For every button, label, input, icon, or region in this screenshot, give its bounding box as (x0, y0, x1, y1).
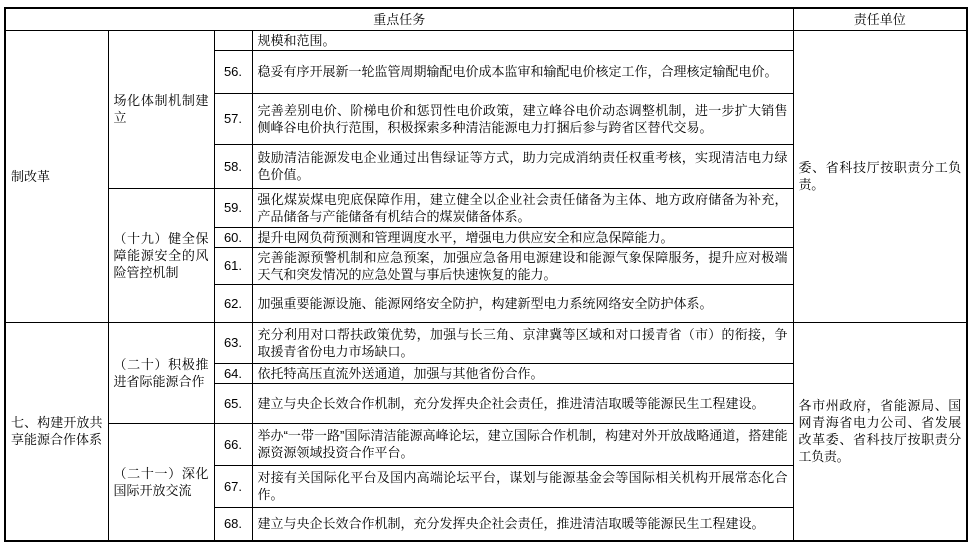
task-text: 鼓励清洁能源发电企业通过出售绿证等方式，助力完成消纳责任权重考核，实现清洁电力绿色价值。 (252, 144, 793, 188)
task-text: 对接有关国际化平台及国内高端论坛平台，谋划与能源基金会等国际相关机构开展常态化合作。 (252, 465, 793, 507)
task-text: 完善差别电价、阶梯电价和惩罚性电价政策，建立峰谷电价动态调整机制，进一步扩大销售侧峰谷电价执行范围，积极探索多种清洁能源电力打捆后参与跨省区替代交易。 (252, 93, 793, 144)
task-number: 63. (214, 322, 252, 363)
subcategory-cell-market-mechanism-continued: 场化体制机制建立 (108, 30, 214, 188)
responsibility-cell-lower: 各市州政府，省能源局、国网青海省电力公司、省发展改革委、省科技厅按职责分工负责。 (793, 322, 967, 541)
task-text: 依托特高压直流外送通道，加强与其他省份合作。 (252, 363, 793, 383)
task-number: 60. (214, 227, 252, 247)
task-text: 完善能源预警机制和应急预案，加强应急备用电源建设和能源气象保障服务，提升应对极端天气和突发情况的应急处置与事后快速恢复的能力。 (252, 247, 793, 284)
task-number (214, 30, 252, 50)
task-number: 66. (214, 423, 252, 465)
task-number: 64. (214, 363, 252, 383)
task-text: 加强重要能源设施、能源网络安全防护，构建新型电力系统网络安全防护体系。 (252, 284, 793, 322)
task-text: 举办“一带一路”国际清洁能源高峰论坛，建立国际合作机制，构建对外开放战略通道，搭建能源资源领域投资合作平台。 (252, 423, 793, 465)
responsibility-cell-upper: 委、省科技厅按职责分工负责。 (793, 30, 967, 322)
category-cell-reform-continued: 制改革 (5, 30, 108, 322)
task-number: 68. (214, 507, 252, 541)
task-text: 强化煤炭煤电兜底保障作用，建立健全以企业社会责任储备为主体、地方政府储备为补充，产品储备与产能储备有机结合的煤炭储备体系。 (252, 188, 793, 227)
task-row-55-continued (5, 30, 967, 50)
header-row (5, 8, 967, 30)
task-number: 67. (214, 465, 252, 507)
task-number: 65. (214, 383, 252, 423)
task-text: 建立与央企长效合作机制，充分发挥央企社会责任，推进清洁取暖等能源民生工程建设。 (252, 383, 793, 423)
header-responsibility: 责任单位 (793, 8, 967, 30)
task-text: 规模和范围。 (252, 30, 793, 50)
subcategory-cell-international-exchange: （二十一）深化国际开放交流 (108, 423, 214, 541)
subcategory-cell-risk-control: （十九）健全保障能源安全的风险管控机制 (108, 188, 214, 322)
task-number: 62. (214, 284, 252, 322)
header-key-tasks: 重点任务 (5, 8, 793, 30)
task-number: 59. (214, 188, 252, 227)
task-text: 提升电网负荷预测和管理调度水平，增强电力供应安全和应急保障能力。 (252, 227, 793, 247)
task-number: 58. (214, 144, 252, 188)
task-text: 建立与央企长效合作机制，充分发挥央企社会责任，推进清洁取暖等能源民生工程建设。 (252, 507, 793, 541)
task-number: 57. (214, 93, 252, 144)
task-number: 56. (214, 50, 252, 93)
category-cell-open-cooperation: 七、构建开放共享能源合作体系 (5, 322, 108, 541)
task-row-63 (5, 322, 967, 363)
task-text: 充分利用对口帮扶政策优势，加强与长三角、京津冀等区域和对口援青省（市）的衔接，争取援青省份电力市场缺口。 (252, 322, 793, 363)
key-tasks-table (4, 7, 968, 542)
task-text: 稳妥有序开展新一轮监管周期输配电价成本监审和输配电价核定工作，合理核定输配电价。 (252, 50, 793, 93)
subcategory-cell-interprovincial-cooperation: （二十）积极推进省际能源合作 (108, 322, 214, 423)
task-number: 61. (214, 247, 252, 284)
